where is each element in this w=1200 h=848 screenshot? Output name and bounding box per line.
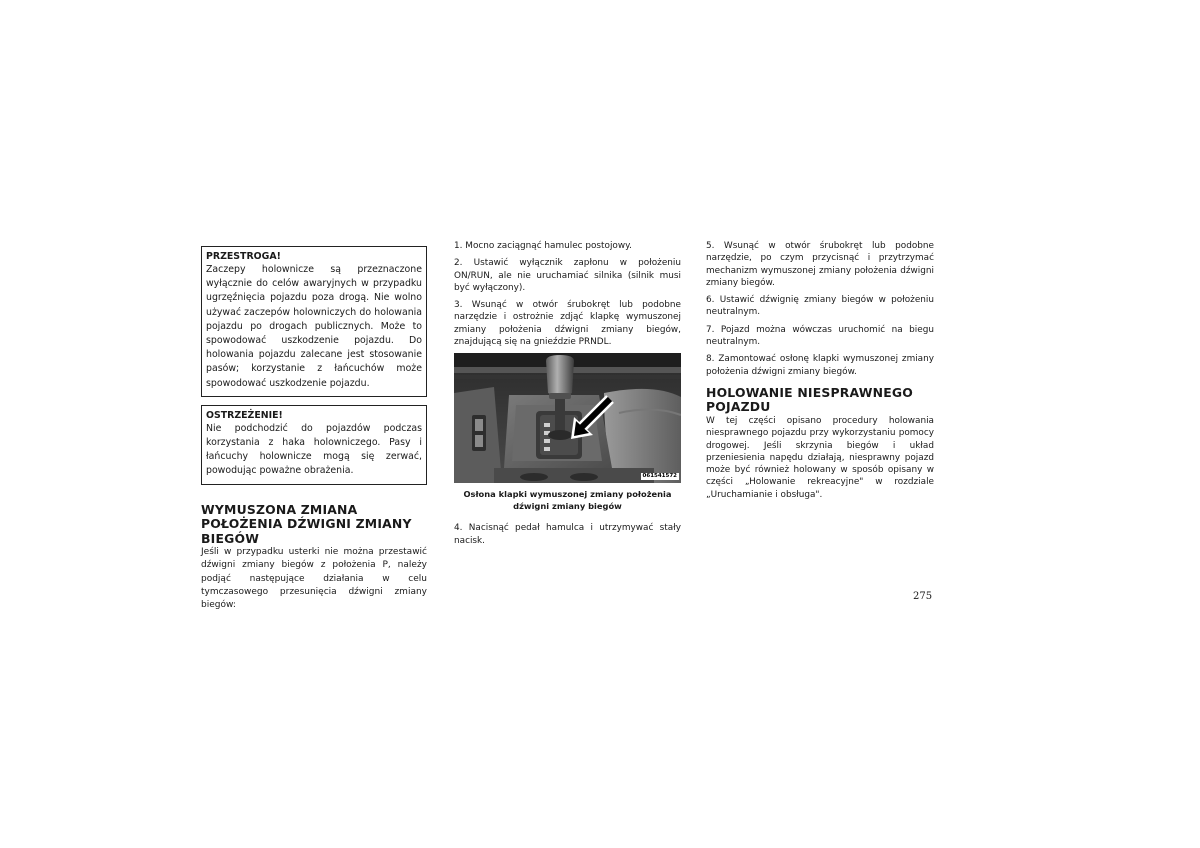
page-number: 275 <box>913 591 933 602</box>
caution-box <box>201 246 427 397</box>
warning-box <box>201 405 427 485</box>
section-heading-towing: HOLOWANIE NIESPRAWNEGO POJAZDU <box>706 384 913 415</box>
figure-code: 061541572 <box>642 473 677 480</box>
caution-text: Zaczepy holownicze są przeznaczone wyłącznie do celów awaryjnych w przypadku ugrzęźnięcia pojazdu poza drogą. Nie wolno używać zaczepów holowniczych do holowania pojazdu po drogach publicznych. Może to spowodować uszkodzenie pojazdu. Do holowania pojazdu zalecane jest stosowanie pasów; korzystanie z łańcuchów może spowodować uszkodzenie pojazdu. <box>206 264 422 389</box>
step-7: 7. Pojazd można wówczas uruchomić na biegu neutralnym. <box>706 324 934 348</box>
step-2: 2. Ustawić wyłącznik zapłonu w położeniu ON/RUN, ale nie uruchamiać silnika (silnik musi być wyłączony). <box>454 258 681 293</box>
step-1: 1. Mocno zaciągnąć hamulec postojowy. <box>454 241 632 251</box>
step-4: 4. Nacisnąć pedał hamulca i utrzymywać stały nacisk. <box>454 523 681 546</box>
step-8: 8. Zamontować osłonę klapki wymuszonej zmiany położenia dźwigni zmiany biegów. <box>706 354 934 377</box>
column-left <box>201 240 427 613</box>
gear-shifter-photo <box>454 353 681 483</box>
figure-caption: Osłona klapki wymuszonej zmiany położenia dźwigni zmiany biegów <box>463 489 672 511</box>
step-5: 5. Wsunąć w otwór śrubokręt lub podobne narzędzie, po czym przycisnąć i przytrzymać mechanizm wymuszonej zmiany położenia dźwigni zmiany biegów. <box>706 241 934 288</box>
section-heading-override: WYMUSZONA ZMIANA POŁOŻENIA DŹWIGNI ZMIANY BIEGÓW <box>201 501 412 546</box>
warning-title: OSTRZEŻENIE! <box>206 409 283 421</box>
section-intro-override: Jeśli w przypadku usterki nie można przestawić dźwigni zmiany biegów z położenia P, należy podjąć następujące działania w celu tymczasowego przesunięcia dźwigni zmiany biegów: <box>201 547 427 611</box>
warning-text: Nie podchodzić do pojazdów podczas korzystania z haka holowniczego. Pasy i łańcuchy holownicze mogą się zerwać, powodując poważne obrażenia. <box>206 422 422 477</box>
gear-shifter-illustration <box>454 353 681 483</box>
column-middle <box>454 240 681 552</box>
step-6: 6. Ustawić dźwignię zmiany biegów w położeniu neutralnym. <box>706 295 934 318</box>
section-text-towing: W tej części opisano procedury holowania niesprawnego pojazdu przy wykorzystaniu pomocy drogowej. Jeśli skrzynia biegów i układ przeniesienia napędu działają, niesprawny pojazd może być również holowany w sposób opisany w części „Holowanie rekreacyjne" w rozdziale „Uruchamianie i obsługa". <box>706 415 934 500</box>
caution-title: PRZESTROGA! <box>206 251 281 262</box>
column-right <box>706 240 934 506</box>
step-3: 3. Wsunąć w otwór śrubokręt lub podobne narzędzie i ostrożnie zdjąć klapkę wymuszonej zmiany położenia dźwigni zmiany biegów, znajdującą się na gnieździe PRNDL. <box>454 300 681 348</box>
